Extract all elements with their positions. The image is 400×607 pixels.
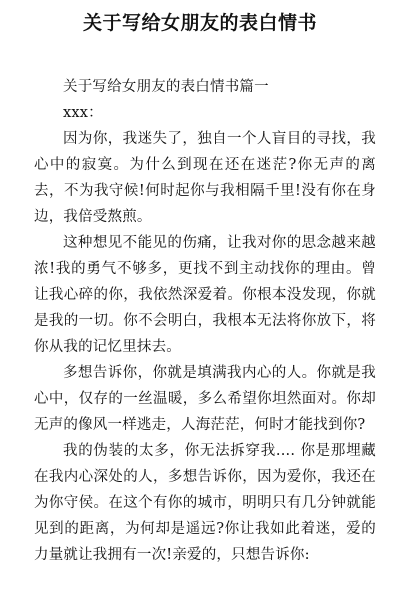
document-body (34, 74, 376, 568)
paragraph-1: 因为你，我迷失了，独自一个人盲目的寻找，我心中的寂寞。为什么到现在还在迷茫?你无声的离去，不为我守候!何时起你与我相隔千里!没有你在身边，我倍受熬煎。 (34, 131, 376, 225)
paragraph-3: 多想告诉你，你就是填满我内心的人。你就是我心中，仅存的一丝温暖，多么希望你坦然面对。你却无声的像风一样逃走，人海茫茫，何时才能找到你? (34, 365, 376, 433)
salutation: xxx： (63, 105, 103, 121)
section-heading: 关于写给女朋友的表白情书篇一 (63, 79, 269, 95)
paragraph-2: 这种想见不能见的伤痛，让我对你的思念越来越浓!我的勇气不够多，更找不到主动找你的理由。曾让我心碎的你，我依然深爱着。你根本没发现，你就是我的一切。你不会明白，我根本无法将你放下，将你从我的记忆里抹去。 (34, 235, 376, 355)
document-title: 关于写给女朋友的表白情书 (82, 12, 317, 34)
paragraph-4: 我的伪装的太多，你无法拆穿我.... 你是那埋藏在我内心深处的人，多想告诉你，因为爱你，我还在为你守侯。在这个有你的城市，明明只有几分钟就能见到的距离，为何却是遥远?你让我如此着迷，爱的力量就让我拥有一次!亲爱的，只想告诉你: (34, 443, 376, 563)
